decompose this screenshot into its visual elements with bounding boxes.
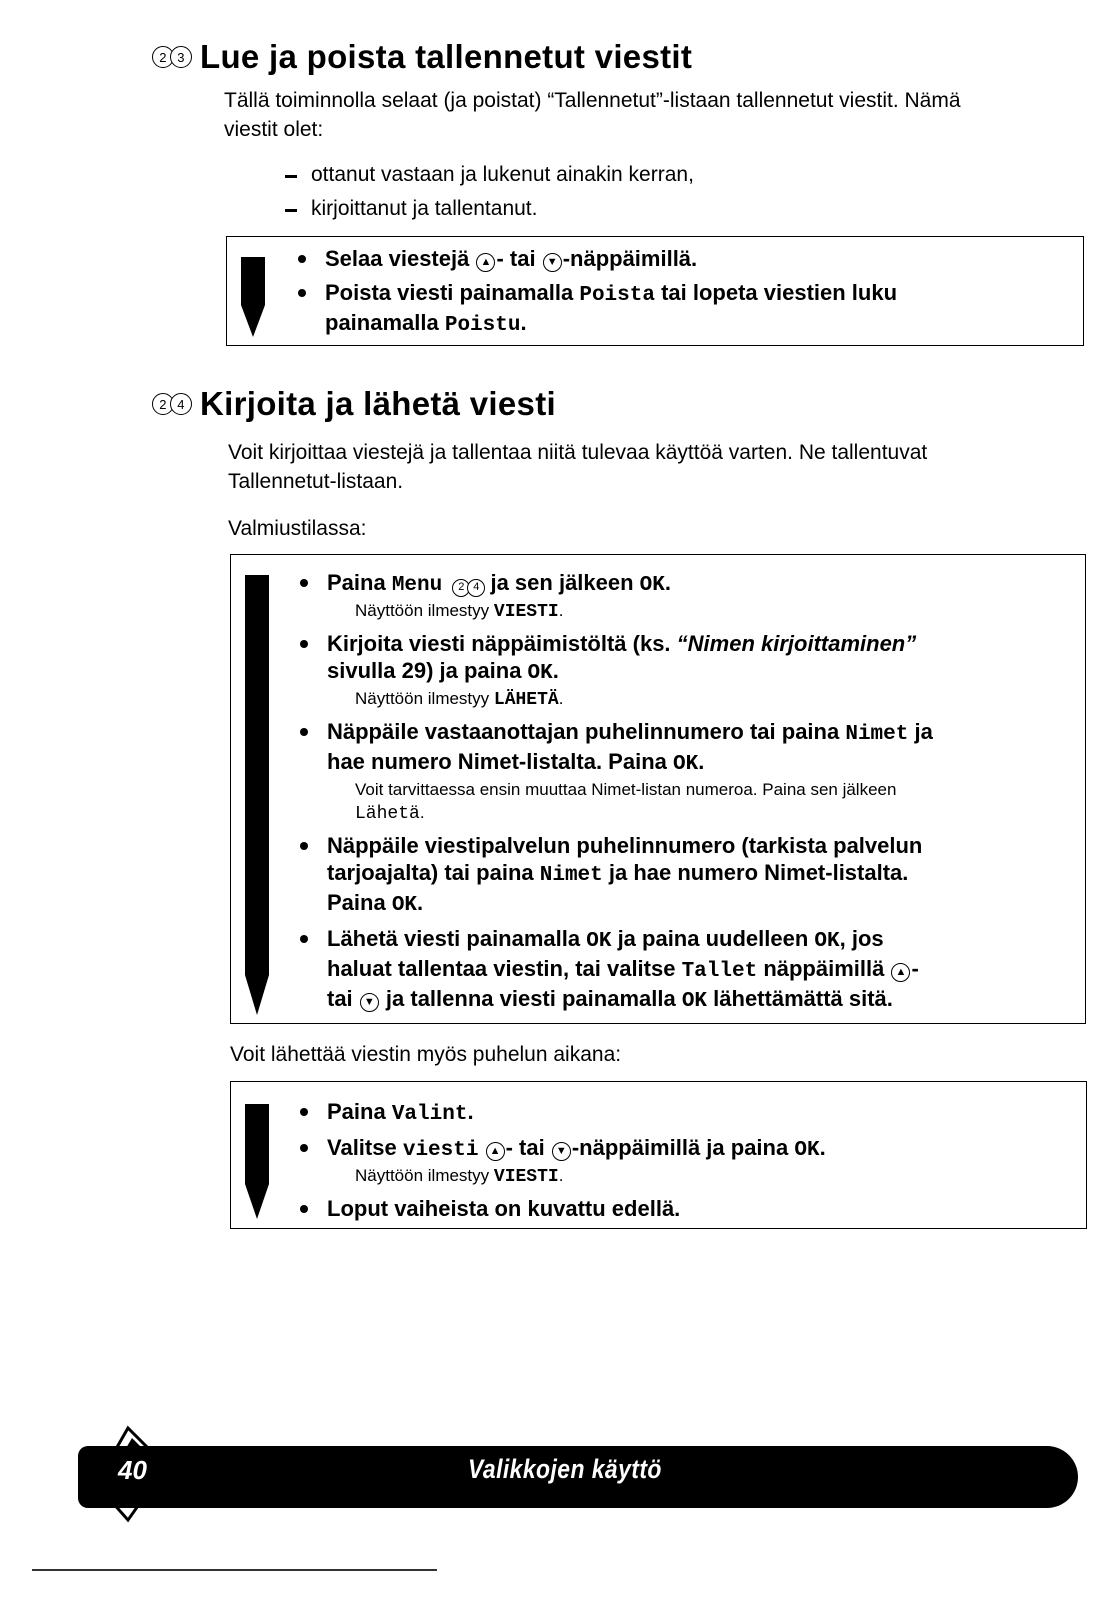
dash-list <box>285 158 694 226</box>
softkey-label: Tallet <box>681 960 758 983</box>
display-text: VIESTI <box>493 602 559 622</box>
display-text: LÄHETÄ <box>493 690 559 710</box>
menu-option: viesti <box>402 1139 479 1162</box>
intro-paragraph: Voit kirjoittaa viestejä ja tallentaa niitä tulevaa käyttöä varten. Ne tallentuvat Tallennetut-listaan. <box>228 441 928 493</box>
step: Selaa viestejä ▲ - tai ▼ -näppäimillä. <box>295 245 1065 272</box>
softkey-label: Menu <box>391 574 443 597</box>
menu-number-icon: 2 4 <box>452 579 482 597</box>
scroll-down-icon: ▼ <box>360 993 379 1012</box>
scroll-down-icon: ▼ <box>543 253 562 272</box>
section-title: Kirjoita ja lähetä viesti <box>200 385 556 422</box>
chapter-title: Valikkojen käyttö <box>468 1454 662 1484</box>
step: Näppäile vastaanottajan puhelinnumero tai paina Nimet ja hae numero Nimet-listalta. Paina OK. <box>297 718 1083 778</box>
down-arrow-icon <box>239 257 267 337</box>
step: Poista viesti painamalla Poista tai lopeta viestien luku painamalla Poistu. <box>295 279 1065 339</box>
step: Kirjoita viesti näppäimistöltä (ks. “Nimen kirjoittaminen” sivulla 29) ja paina OK. <box>297 630 1083 687</box>
note: Näyttöön ilmestyy LÄHETÄ. <box>355 689 564 710</box>
menu-number-icon: 2 3 <box>152 46 188 68</box>
list-item: kirjoittanut ja tallentanut. <box>285 192 694 226</box>
instruction-box <box>230 1081 1087 1229</box>
softkey-label: Nimet <box>845 723 909 746</box>
softkey-label: Poistu <box>444 314 521 337</box>
scroll-up-icon: ▲ <box>486 1142 505 1161</box>
step: Näppäile viestipalvelun puhelinnumero (tarkista palvelun tarjoajalta) tai paina Nimet ja hae numero Nimet-listalta. Paina OK. <box>297 832 1083 919</box>
note: Näyttöön ilmestyy VIESTI. <box>355 601 564 622</box>
menu-number-icon: 2 4 <box>152 393 188 415</box>
softkey-label: Valint <box>391 1103 468 1126</box>
standby-label: Valmiustilassa: <box>228 517 367 540</box>
down-arrow-icon <box>243 1104 271 1219</box>
softkey-label: Lähetä <box>355 804 420 824</box>
section-title: Lue ja poista tallennetut viestit <box>200 38 693 75</box>
note: Voit tarvittaessa ensin muuttaa Nimet-listan numeroa. Paina sen jälkeen Lähetä. <box>355 780 897 824</box>
softkey-label: Poista <box>579 284 655 307</box>
intro-paragraph: Tällä toiminnolla selaat (ja poistat) “Tallennetut”-listaan tallennetut viestit. Nämä viestit olet: <box>224 89 961 141</box>
step: Paina Valint. <box>297 1098 1083 1128</box>
instruction-box <box>226 236 1084 346</box>
list-item: ottanut vastaan ja lukenut ainakin kerran, <box>285 158 694 192</box>
scroll-down-icon: ▼ <box>552 1142 571 1161</box>
scroll-up-icon: ▲ <box>891 963 910 982</box>
display-text: VIESTI <box>493 1167 559 1187</box>
page-number: 40 <box>118 1455 147 1485</box>
divider <box>32 1569 437 1571</box>
step: Valitse viesti ▲ - tai ▼ -näppäimillä ja paina OK. <box>297 1134 1083 1164</box>
cross-reference: “Nimen kirjoittaminen” <box>676 631 917 656</box>
scroll-up-icon: ▲ <box>476 253 495 272</box>
during-call-label: Voit lähettää viestin myös puhelun aikana: <box>230 1043 622 1066</box>
section-heading <box>152 38 692 76</box>
step: Loput vaiheista on kuvattu edellä. <box>297 1195 1083 1222</box>
note: Näyttöön ilmestyy VIESTI. <box>355 1166 564 1187</box>
softkey-label: Nimet <box>539 864 603 887</box>
step: Paina Menu 2 4 ja sen jälkeen OK. <box>297 569 1083 599</box>
step: Lähetä viesti painamalla OK ja paina uudelleen OK, jos haluat tallentaa viestin, tai valitse Tallet näppäimillä ▲ - tai ▼ ja tallenna viesti painamalla OK lähettämättä sitä. <box>297 925 1083 1015</box>
section-heading <box>152 385 556 423</box>
down-arrow-icon <box>243 575 271 1015</box>
instruction-box <box>230 554 1086 1024</box>
